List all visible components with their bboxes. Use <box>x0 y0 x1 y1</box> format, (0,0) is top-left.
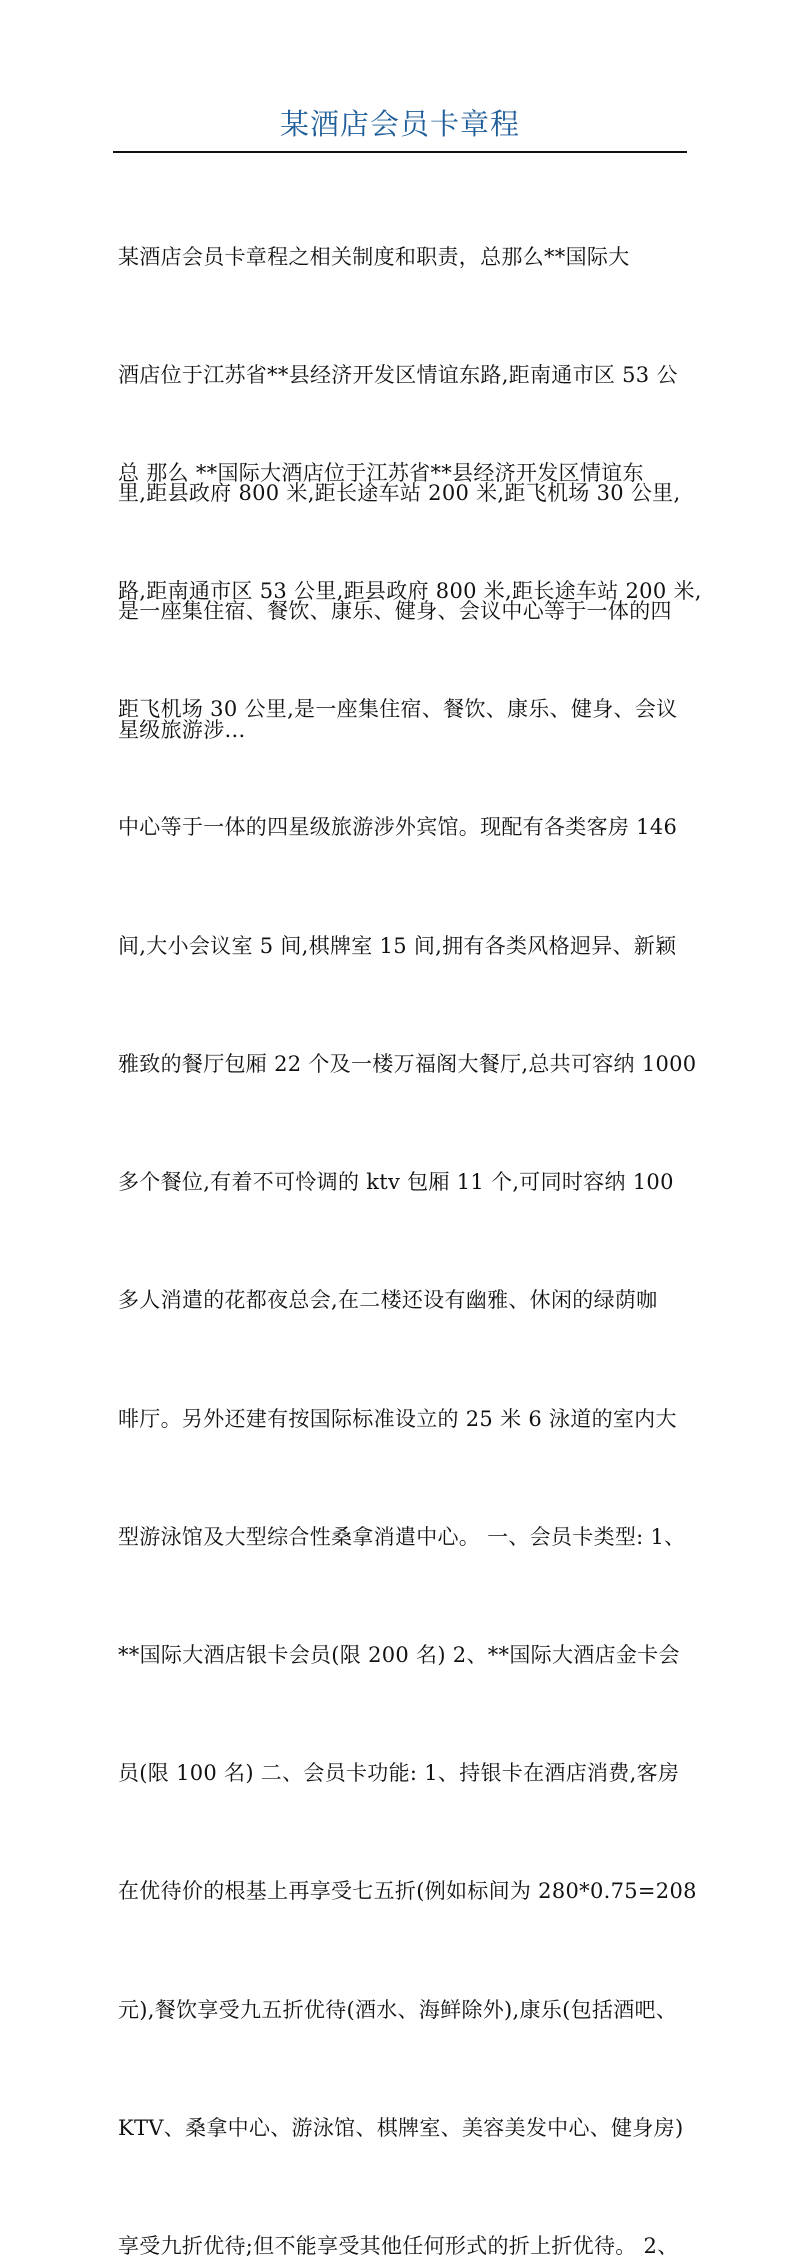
text-line: 间,大小会议室 5 间,棋牌室 15 间,拥有各类风格迥异、新颖 <box>118 933 677 958</box>
text-line: 多人消遣的花都夜总会,在二楼还设有幽雅、休闲的绿荫咖 <box>118 1288 658 1313</box>
text-line: 某酒店会员卡章程之相关制度和职责，总那么**国际大 <box>118 244 630 269</box>
text-line: 雅致的餐厅包厢 22 个及一楼万福阁大餐厅,总共可容纳 1000 <box>118 1051 697 1076</box>
paragraph-main <box>118 375 702 2264</box>
text-line: 在优待价的根基上再享受七五折(例如标间为 280*0.75=208 <box>118 1879 697 1904</box>
text-line: 享受九折优待;但不能享受其他任何形式的折上折优待。 2、 <box>118 2234 679 2259</box>
text-line: 总 那么 **国际大酒店位于江苏省**县经济开发区情谊东 <box>118 460 644 485</box>
text-line: 啡厅。另外还建有按国际标准设立的 25 米 6 泳道的室内大 <box>118 1406 677 1431</box>
text-line: 距飞机场 30 公里,是一座集住宿、餐饮、康乐、健身、会议 <box>118 697 678 722</box>
text-line: 元),餐饮享受九五折优待(酒水、海鲜除外),康乐(包括酒吧、 <box>118 1997 678 2022</box>
text-line: 路,距南通市区 53 公里,距县政府 800 米,距长途车站 200 米, <box>118 579 702 604</box>
document-title: 某酒店会员卡章程 <box>279 107 520 141</box>
text-line: 员(限 100 名) 二、会员卡功能: 1、持银卡在酒店消费,客房 <box>118 1761 680 1786</box>
text-line: 酒店位于江苏省**县经济开发区情谊东路,距南通市区 53 公 <box>118 363 678 388</box>
text-line: 星级旅游涉... <box>118 717 246 742</box>
title-underline-divider <box>113 151 687 153</box>
text-line: 多个餐位,有着不可怜调的 ktv 包厢 11 个,可同时容纳 100 <box>118 1170 674 1195</box>
text-line: 型游泳馆及大型综合性桑拿消遣中心。 一、会员卡类型: 1、 <box>118 1524 686 1549</box>
text-line: **国际大酒店银卡会员(限 200 名) 2、**国际大酒店金卡会 <box>118 1643 680 1667</box>
text-line: KTV、桑拿中心、游泳馆、棋牌室、美容美发中心、健身房) <box>118 2115 684 2140</box>
text-line: 是一座集住宿、餐饮、康乐、健身、会议中心等于一体的四 <box>118 599 672 624</box>
text-line: 里,距县政府 800 米,距长途车站 200 米,距飞机场 30 公里, <box>118 481 681 506</box>
text-line: 中心等于一体的四星级旅游涉外宾馆。现配有各类客房 146 <box>118 815 678 840</box>
